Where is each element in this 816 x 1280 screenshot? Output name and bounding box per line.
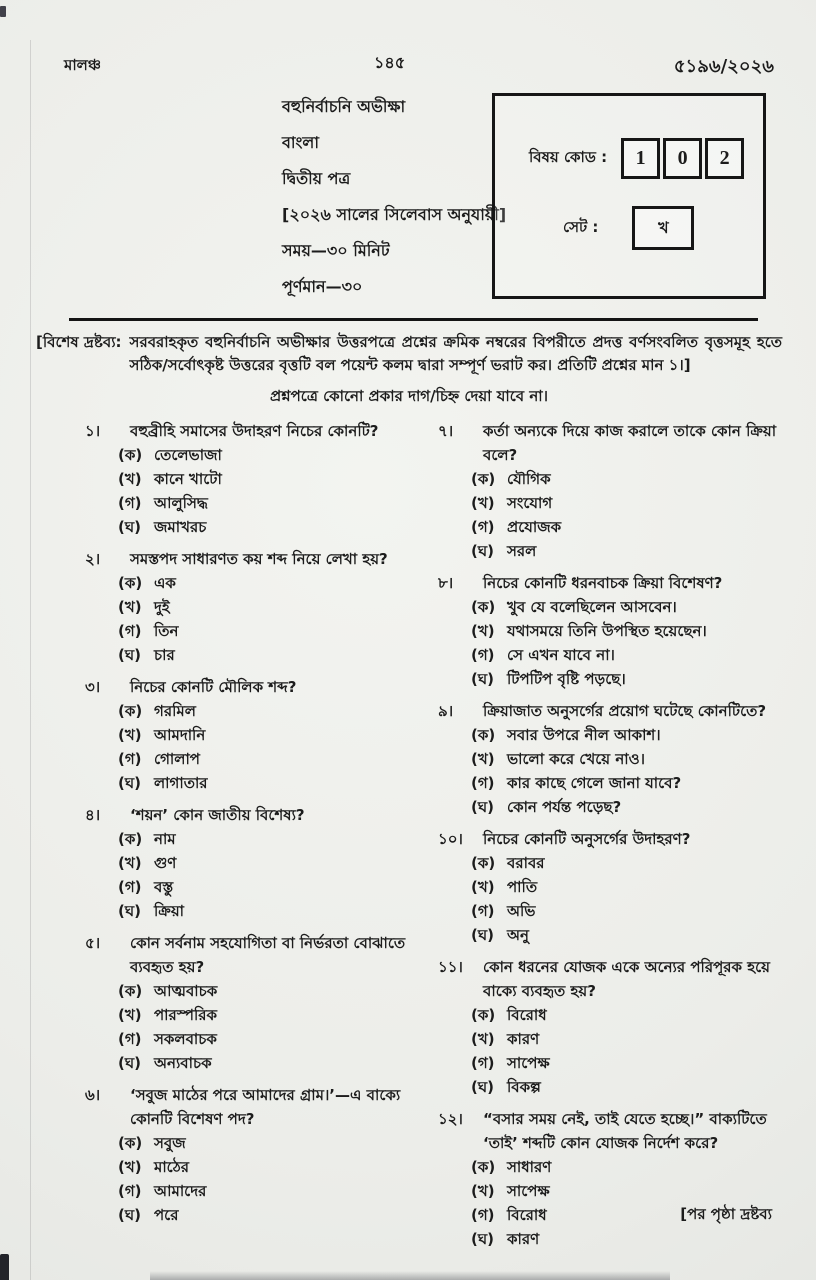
special-instructions-text: সরবরাহকৃত বহুনির্বাচনি অভীক্ষার উত্তরপত্রে প্রশ্নের ক্রমিক নম্বরের বিপরীতে প্রদত্ত বর্ণসংবলিত বৃত্তসমূহ হতে সঠিক/সর্বোৎকৃষ্ট উত্তরের বৃত্তটি বল পয়েন্ট কলম দ্বারা সম্পূর্ণ ভরাট কর। প্রতিটি প্রশ্নের মান ১।]: [129, 333, 782, 374]
question: [438, 827, 782, 947]
answer-option: [471, 667, 782, 691]
answer-option: [118, 1051, 408, 1075]
question: [85, 803, 408, 923]
question-number: ৫।: [85, 934, 101, 952]
subject-name: বাংলা: [282, 133, 319, 152]
option-label: (ঘ): [118, 1206, 141, 1224]
option-label: (গ): [118, 622, 142, 640]
page-number: ১৪৫: [374, 53, 406, 72]
answer-option: [118, 1027, 408, 1051]
question-number: ৮।: [438, 574, 454, 592]
option-label: (ক): [471, 1006, 496, 1024]
option-label: (খ): [471, 622, 495, 640]
questions-column-left: [36, 419, 408, 1259]
question-text: সমস্তপদ সাধারণত কয় শব্দ নিয়ে লেখা হয়?: [130, 550, 388, 568]
option-text: সাপেক্ষ: [507, 1182, 550, 1200]
option-label: (ক): [118, 982, 143, 1000]
option-label: (ঘ): [118, 1054, 141, 1072]
option-label: (খ): [471, 494, 495, 512]
option-label: (খ): [471, 1030, 495, 1048]
option-text: লাগাতার: [154, 774, 208, 792]
answer-option: [471, 1227, 782, 1251]
option-label: (গ): [471, 1206, 495, 1224]
answer-option: [471, 595, 782, 619]
option-label: (গ): [118, 1030, 142, 1048]
option-text: কানে খাটো: [154, 470, 222, 488]
option-label: (গ): [471, 1054, 495, 1072]
option-label: (ক): [118, 702, 143, 720]
option-text: গোলাপ: [154, 750, 200, 768]
option-label: (ঘ): [471, 670, 494, 688]
option-label: (খ): [471, 878, 495, 896]
answer-option: [118, 1155, 408, 1179]
question: [85, 931, 408, 1075]
subject-code-box: [492, 93, 766, 299]
option-text: আলুসিদ্ধ: [154, 494, 208, 512]
question: [85, 547, 408, 667]
question-number: ৭।: [438, 422, 454, 440]
scan-edge-line: [30, 40, 31, 1280]
set-value-cell: খ: [632, 206, 694, 250]
answer-option: [118, 467, 408, 491]
question-number: ১।: [85, 422, 101, 440]
subject-code-digit: 1: [621, 138, 660, 179]
option-label: (গ): [471, 902, 495, 920]
option-label: (ক): [118, 446, 143, 464]
question-area: [36, 331, 782, 1259]
answer-option: [118, 619, 408, 643]
option-text: অনু: [507, 926, 529, 944]
set-label: সেট :: [563, 217, 599, 236]
answer-option: [471, 795, 782, 819]
option-text: তিন: [154, 622, 179, 640]
option-label: (ঘ): [118, 774, 141, 792]
option-label: (ক): [118, 1134, 143, 1152]
option-text: যৌগিক: [507, 470, 551, 488]
option-text: আত্মবাচক: [154, 982, 218, 1000]
option-label: (ঘ): [471, 542, 494, 560]
option-label: (খ): [118, 1006, 142, 1024]
option-label: (গ): [471, 774, 495, 792]
option-text: সবুজ: [154, 1134, 186, 1152]
answer-option: [118, 1003, 408, 1027]
question-text: ‘সবুজ মাঠের পরে আমাদের গ্রাম।’—এ বাক্যে কোনটি বিশেষণ পদ?: [130, 1086, 401, 1128]
answer-option: [118, 899, 408, 923]
answer-option: [471, 1155, 782, 1179]
option-text: কার কাছে গেলে জানা যাবে?: [507, 774, 682, 792]
special-instructions: [36, 331, 782, 377]
question-text: কোন সর্বনাম সহযোগিতা বা নির্ভরতা বোঝাতে ব্যবহৃত হয়?: [130, 934, 406, 976]
option-label: (ক): [471, 598, 496, 616]
divider-line: [69, 318, 758, 321]
option-label: (গ): [118, 494, 142, 512]
option-text: বস্তু: [154, 878, 174, 896]
question-number: ১১।: [438, 958, 463, 976]
option-text: ভালো করে খেয়ে নাও।: [507, 750, 646, 768]
answer-option: [118, 747, 408, 771]
answer-option: [118, 771, 408, 795]
question-number: ২।: [85, 550, 101, 568]
subject-code-digits: [621, 138, 744, 179]
answer-option: [471, 875, 782, 899]
option-text: পাতি: [507, 878, 538, 896]
option-label: (খ): [471, 1182, 495, 1200]
question-number: ৩।: [85, 678, 101, 696]
questions-column-right: [408, 419, 782, 1259]
exam-type-title: বহুনির্বাচনি অভীক্ষা: [282, 97, 406, 116]
answer-option: [118, 851, 408, 875]
option-text: সে এখন যাবে না।: [507, 646, 615, 664]
option-text: তেলেভাজা: [154, 446, 222, 464]
question-text: কোন ধরনের যোজক একে অন্যের পরিপূরক হয়ে বাক্যে ব্যবহৃত হয়?: [483, 958, 770, 1000]
subject-code-digit: 2: [705, 138, 744, 179]
option-label: (গ): [118, 750, 142, 768]
answer-option: [118, 571, 408, 595]
question: [85, 675, 408, 795]
scan-shadow-bottom: [150, 1271, 670, 1280]
answer-option: [118, 443, 408, 467]
option-label: (ক): [471, 726, 496, 744]
question-number: ৬।: [85, 1086, 101, 1104]
special-instructions-label: [বিশেষ দ্রষ্টব্য:: [36, 333, 122, 351]
answer-option: [471, 539, 782, 563]
option-text: বরাবর: [507, 854, 545, 872]
question: [85, 419, 408, 539]
option-text: সাধারণ: [507, 1158, 552, 1176]
option-text: গরমিল: [154, 702, 196, 720]
answer-option: [471, 771, 782, 795]
paper-serial-number: ৫১৯৬/২০২৬: [673, 56, 774, 77]
option-label: (ক): [471, 470, 496, 488]
question-text: ক্রিয়াজাত অনুসর্গের প্রয়োগ ঘটেছে কোনটিতে?: [483, 702, 767, 720]
answer-option: [118, 699, 408, 723]
set-row: [563, 206, 694, 250]
answer-option: [471, 747, 782, 771]
option-text: এক: [154, 574, 176, 592]
option-text: খুব যে বলেছিলেন আসবেন।: [507, 598, 677, 616]
answer-option: [118, 595, 408, 619]
option-text: প্রযোজক: [507, 518, 562, 536]
question: [438, 699, 782, 819]
question: [85, 1083, 408, 1227]
option-text: বিরোধ: [507, 1006, 547, 1024]
option-text: সরল: [507, 542, 537, 560]
option-text: সংযোগ: [507, 494, 553, 512]
option-text: চার: [154, 646, 175, 664]
no-marking-warning: প্রশ্নপত্রে কোনো প্রকার দাগ/চিহ্ন দেয়া যাবে না।: [269, 387, 549, 405]
answer-option: [471, 619, 782, 643]
option-label: (গ): [471, 646, 495, 664]
answer-option: [471, 723, 782, 747]
option-text: পারস্পরিক: [154, 1006, 218, 1024]
question-text: বহুব্রীহি সমাসের উদাহরণ নিচের কোনটি?: [130, 422, 379, 440]
option-text: মাঠের: [154, 1158, 189, 1176]
answer-option: [471, 643, 782, 667]
answer-option: [118, 979, 408, 1003]
option-text: অভি: [507, 902, 536, 920]
answer-option: [118, 1131, 408, 1155]
option-label: (ক): [471, 1158, 496, 1176]
option-text: জমাখরচ: [154, 518, 207, 536]
option-text: টিপটিপ বৃষ্টি পড়ছে।: [507, 670, 626, 688]
option-text: বিরোধ: [507, 1206, 547, 1224]
question-number: ১২।: [438, 1110, 463, 1128]
paper-name: দ্বিতীয় পত্র: [282, 169, 351, 188]
question-number: ৪।: [85, 806, 101, 824]
questions-grid: [36, 419, 782, 1259]
answer-option: [118, 875, 408, 899]
answer-option: [471, 899, 782, 923]
book-watermark: মালঞ্চ: [64, 56, 101, 74]
answer-option: [118, 515, 408, 539]
option-text: যথাসময়ে তিনি উপস্থিত হয়েছেন।: [507, 622, 707, 640]
option-text: আমদানি: [154, 726, 206, 744]
question: [438, 419, 782, 563]
answer-option: [471, 923, 782, 947]
scan-artifact-top: [0, 6, 6, 17]
option-label: (খ): [118, 1158, 142, 1176]
option-text: অন্যবাচক: [154, 1054, 212, 1072]
option-label: (ক): [118, 574, 143, 592]
question-text: নিচের কোনটি মৌলিক শব্দ?: [130, 678, 297, 696]
question-text: নিচের কোনটি ধরনবাচক ক্রিয়া বিশেষণ?: [483, 574, 723, 592]
question-text: ‘শয়ন’ কোন জাতীয় বিশেষ্য?: [130, 806, 305, 824]
answer-option: [471, 851, 782, 875]
subject-code-label: বিষয় কোড :: [529, 148, 608, 166]
answer-option: [471, 1179, 782, 1203]
option-label: (গ): [118, 1182, 142, 1200]
title-block: [282, 96, 506, 312]
option-text: দুই: [154, 598, 170, 616]
answer-option: [471, 1051, 782, 1075]
answer-option: [118, 1203, 408, 1227]
answer-option: [118, 723, 408, 747]
option-label: (ক): [471, 854, 496, 872]
answer-option: [471, 515, 782, 539]
option-text: পরে: [154, 1206, 179, 1224]
option-text: গুণ: [154, 854, 177, 872]
question: [438, 955, 782, 1099]
full-marks: পূর্ণমান—৩০: [282, 277, 363, 296]
option-text: সকলবাচক: [154, 1030, 217, 1048]
option-text: বিকল্প: [507, 1078, 541, 1096]
subject-code-row: [529, 138, 744, 179]
option-text: কারণ: [507, 1030, 540, 1048]
time-allowed: সময়—৩০ মিনিট: [282, 241, 390, 260]
option-text: কারণ: [507, 1230, 540, 1248]
option-label: (গ): [471, 518, 495, 536]
option-text: নাম: [154, 830, 176, 848]
answer-option: [471, 491, 782, 515]
question: [438, 571, 782, 691]
scan-artifact-bottom: [0, 1254, 9, 1280]
option-text: সবার উপরে নীল আকাশ।: [507, 726, 661, 744]
option-label: (খ): [118, 470, 142, 488]
option-label: (গ): [118, 878, 142, 896]
question-number: ৯।: [438, 702, 454, 720]
syllabus-note: [২০২৬ সালের সিলেবাস অনুযায়ী]: [282, 205, 507, 224]
option-label: (খ): [471, 750, 495, 768]
option-text: ক্রিয়া: [154, 902, 185, 920]
question: [438, 1107, 782, 1251]
option-label: (খ): [118, 854, 142, 872]
question-text: নিচের কোনটি অনুসর্গের উদাহরণ?: [483, 830, 691, 848]
answer-option: [471, 1003, 782, 1027]
question-text: “বসার সময় নেই, তাই যেতে হচ্ছে।” বাক্যটিতে ‘তাই’ শব্দটি কোন যোজক নির্দেশ করে?: [483, 1110, 767, 1152]
answer-option: [118, 643, 408, 667]
option-text: সাপেক্ষ: [507, 1054, 550, 1072]
answer-option: [118, 491, 408, 515]
answer-option: [471, 1027, 782, 1051]
next-page-note: [পর পৃষ্ঠা দ্রষ্টব্য: [680, 1205, 772, 1223]
question-text: কর্তা অন্যকে দিয়ে কাজ করালে তাকে কোন ক্রিয়া বলে?: [483, 422, 777, 464]
option-label: (খ): [118, 726, 142, 744]
answer-option: [471, 1075, 782, 1099]
subject-code-digit: 0: [663, 138, 702, 179]
option-text: আমাদের: [154, 1182, 207, 1200]
answer-option: [118, 1179, 408, 1203]
option-label: (ঘ): [471, 1230, 494, 1248]
option-label: (ঘ): [471, 798, 494, 816]
answer-option: [118, 827, 408, 851]
option-label: (খ): [118, 598, 142, 616]
option-label: (ঘ): [471, 926, 494, 944]
option-label: (ঘ): [118, 902, 141, 920]
answer-option: [471, 467, 782, 491]
option-label: (ঘ): [118, 518, 141, 536]
question-number: ১০।: [438, 830, 463, 848]
option-label: (ঘ): [118, 646, 141, 664]
option-text: কোন পর্যন্ত পড়েছ?: [507, 798, 622, 816]
option-label: (ক): [118, 830, 143, 848]
option-label: (ঘ): [471, 1078, 494, 1096]
